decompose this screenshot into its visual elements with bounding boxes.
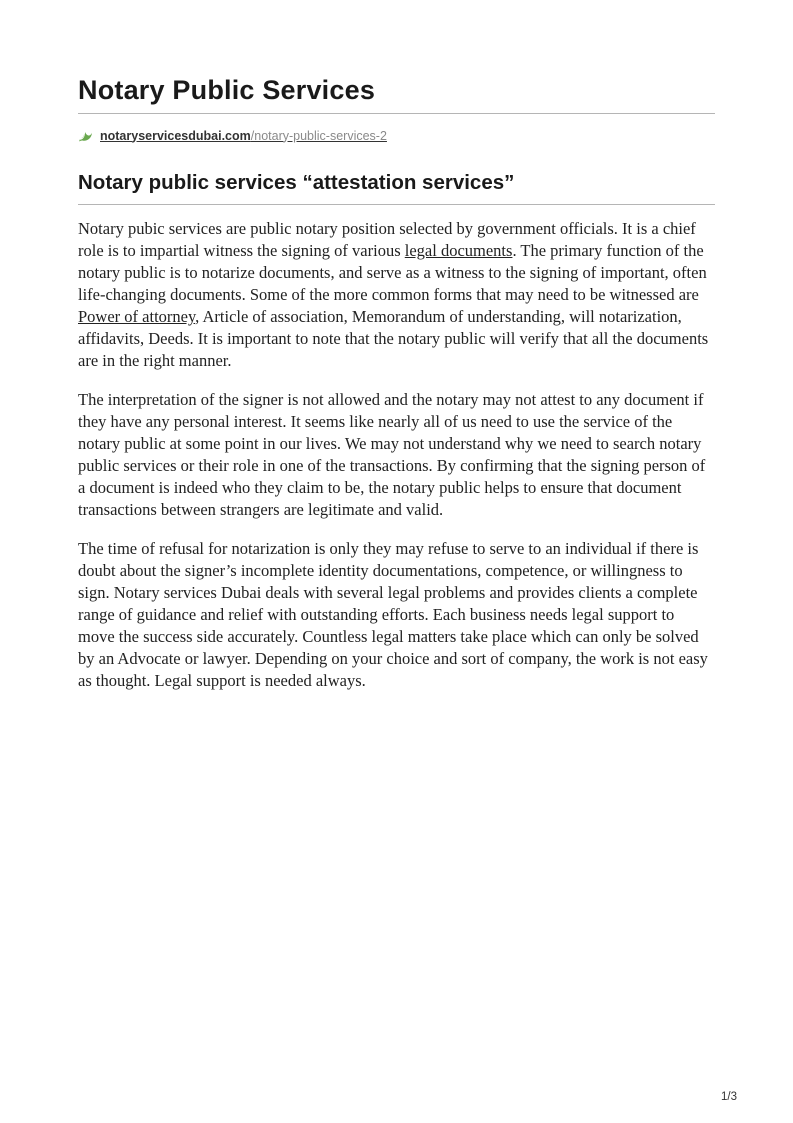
source-url-link[interactable] — [100, 129, 387, 143]
paragraph-1 — [78, 218, 715, 372]
legal-documents-link[interactable]: legal documents — [404, 241, 513, 260]
paragraph-3: The time of refusal for notarization is only they may refuse to serve to an individual if there is doubt about the signer’s incomplete identity documentations, competence, or willingness to sign. Notary services Dubai deals with several legal problems and provides clients a complete range of guidance and relief with outstanding efforts. Each business needs legal support to move the success side accurately. Countless legal matters take place which can only be solved by an Advocate or lawyer. Depending on your choice and sort of company, the work is not easy as thought. Legal support is needed always. — [78, 539, 708, 690]
source-path: /notary-public-services-2 — [250, 128, 387, 143]
source-domain: notaryservicesdubai.com — [100, 128, 251, 143]
document-content — [0, 75, 793, 692]
paragraph-1-text: Notary pubic services are public notary position selected by government officials. It is a chief role is to impartial witness the signing of various — [78, 219, 696, 260]
heading-divider — [78, 204, 715, 205]
paragraph-2: The interpretation of the signer is not allowed and the notary may not attest to any document if they have any personal interest. It seems like nearly all of us need to use the service of the notary public at some point in our lives. We may not understand why we need to search notary public services or their role in one of the transactions. By confirming that the signing person of a document is indeed who they claim to be, the notary public helps to ensure that document transactions between strangers are legitimate and valid. — [78, 390, 706, 519]
site-favicon-icon — [78, 128, 93, 143]
page-title: Notary Public Services — [78, 75, 376, 105]
power-of-attorney-link[interactable]: Power of attorney — [78, 307, 196, 326]
article-body — [78, 218, 715, 692]
section-heading: Notary public services “attestation services” — [78, 171, 515, 194]
paragraph-1-text: . The primary function of the notary public is to notarize documents, and serve as a witness to the signing of important, often life-changing documents. Some of the more common forms that may need to be witnessed are — [78, 241, 707, 304]
paragraph-1-text: , Article of association, Memorandum of understanding, will notarization, affidavits, Deeds. It is important to note that the notary public will verify that all the documents are in the right manner. — [78, 307, 709, 370]
title-divider — [78, 113, 715, 114]
page-number: 1/3 — [721, 1091, 737, 1103]
source-line — [78, 128, 715, 143]
